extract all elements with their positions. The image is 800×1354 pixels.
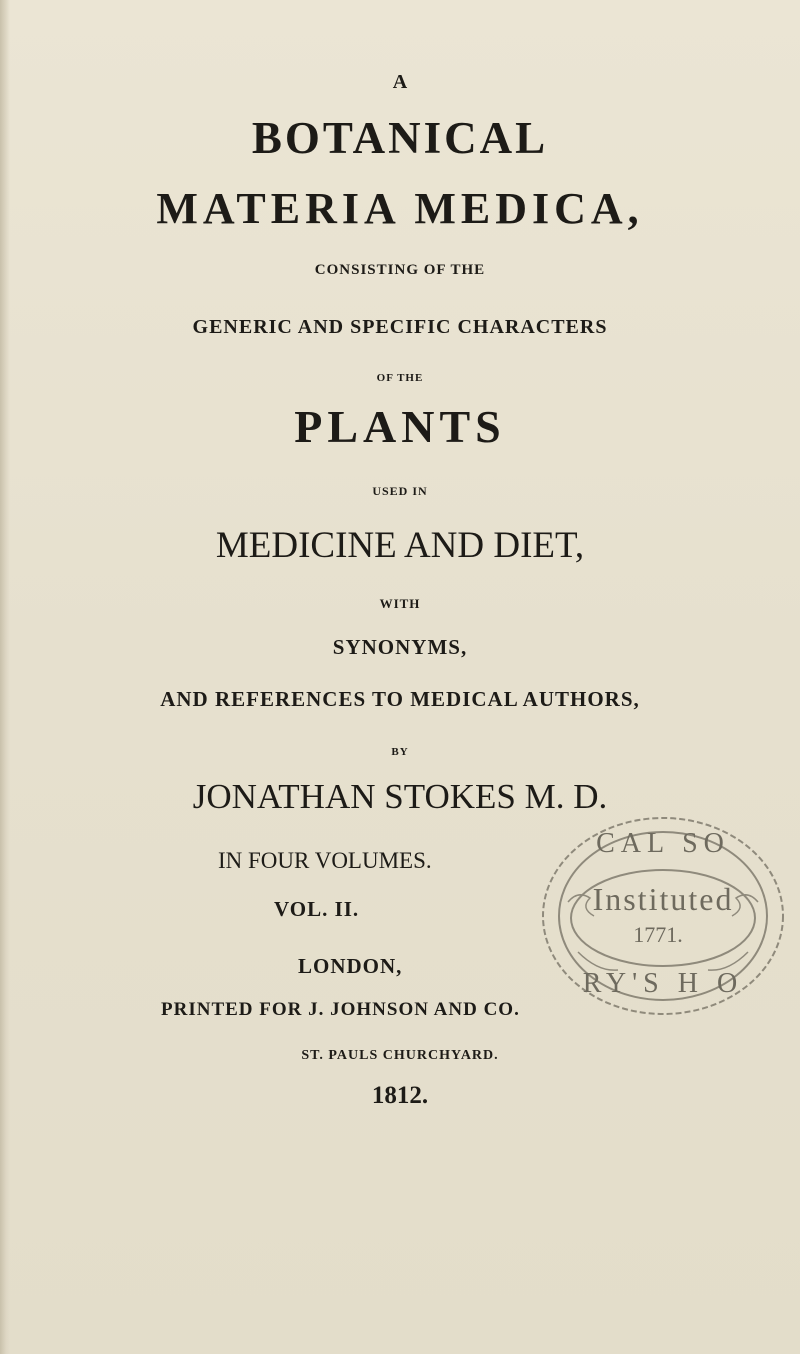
subtitle-by: BY: [391, 746, 409, 758]
subtitle-used-in: USED IN: [372, 484, 428, 498]
title-materia-medica: MATERIA MEDICA,: [156, 184, 644, 233]
imprint-address: ST. PAULS CHURCHYARD.: [301, 1048, 499, 1063]
title-plants: PLANTS: [294, 401, 506, 452]
imprint-printer: PRINTED FOR J. JOHNSON AND CO.: [161, 999, 520, 1020]
title-article: A: [392, 71, 408, 93]
imprint-city: LONDON,: [298, 954, 403, 978]
volume-number: VOL. II.: [274, 897, 360, 921]
imprint-year: 1812.: [371, 1082, 429, 1109]
stamp-top-text: CAL SO: [596, 828, 730, 859]
stamp-middle-text: Instituted: [592, 881, 734, 917]
subtitle-with: WITH: [379, 596, 421, 611]
title-botanical: BOTANICAL: [251, 113, 549, 163]
subtitle-characters: GENERIC AND SPECIFIC CHARACTERS: [192, 316, 608, 338]
library-stamp-icon: [528, 802, 798, 1034]
stamp-bottom-text: RY'S H O: [582, 968, 744, 999]
subtitle-consisting: CONSISTING OF THE: [314, 262, 486, 278]
volumes-note: IN FOUR VOLUMES.: [218, 848, 432, 873]
stamp-year-text: 1771.: [633, 922, 683, 947]
author-name: JONATHAN STOKES M. D.: [192, 777, 608, 816]
subtitle-references: AND REFERENCES TO MEDICAL AUTHORS,: [160, 687, 640, 711]
subtitle-of-the: OF THE: [376, 372, 424, 384]
subtitle-synonyms: SYNONYMS,: [332, 635, 468, 659]
title-medicine-and-diet: MEDICINE AND DIET,: [215, 525, 585, 566]
